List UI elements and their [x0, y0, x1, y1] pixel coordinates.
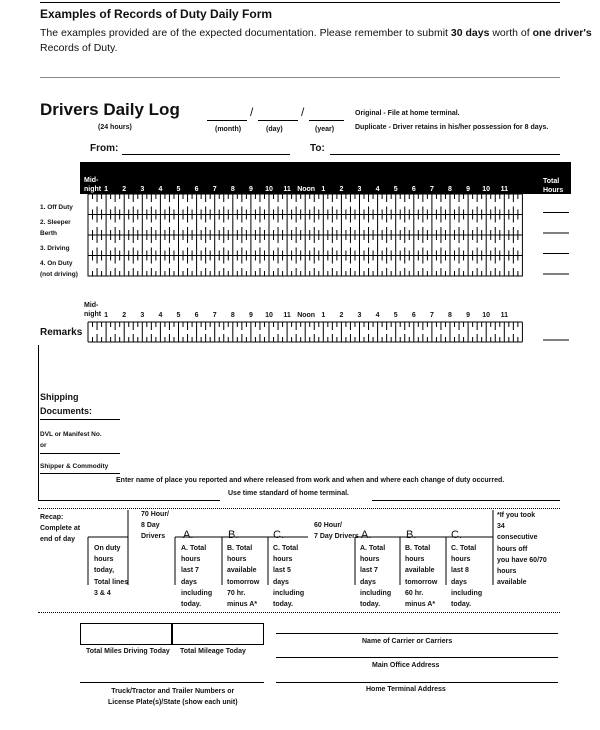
remarks-hour-label: 3	[357, 312, 362, 319]
remarks-hour-label: 1	[321, 312, 326, 319]
truck-2: License Plate(s)/State (show each unit)	[108, 699, 238, 706]
recap-col2	[94, 543, 128, 599]
shipping-title-1: Shipping	[40, 392, 79, 402]
recap-bottom-rule	[38, 612, 560, 613]
grid-hour-label: 3	[140, 186, 145, 193]
grid-hour-label: 5	[393, 186, 398, 193]
dvl-line	[40, 453, 120, 454]
grid-hour-label: 9	[466, 186, 471, 193]
shipping-title	[40, 390, 92, 418]
grid-hour-label: 11	[500, 186, 508, 193]
dvl-2: or	[40, 442, 47, 449]
recap-col2-1: hours	[94, 556, 114, 564]
recap-60-c-6: today.	[451, 601, 472, 609]
remarks-hour-label: 2	[339, 312, 344, 319]
recap-60-b-1: B. Total	[405, 545, 431, 552]
recap-70-a-5: including	[181, 589, 213, 597]
recap-60-b-3: available	[405, 567, 435, 575]
grid-hour-label: 7	[429, 186, 434, 193]
shipping-vertical-rule	[38, 345, 39, 500]
carrier-label: Name of Carrier or Carriers	[362, 638, 453, 645]
recap-60-c-5: including	[451, 589, 483, 597]
recap-note-0: *If you took	[497, 512, 536, 519]
recap-60-b-2: hours	[405, 556, 425, 564]
intro-pre: The examples provided are of the expected documentation. Please remember to submit	[40, 27, 451, 39]
remarks-hour-label: 5	[393, 312, 398, 319]
original-note: Original - File at home terminal.	[355, 110, 460, 117]
recap-col2-4: 3 & 4	[94, 589, 111, 597]
recap-34hour-note	[497, 510, 547, 588]
enter-note: Enter name of place you reported and where released from work and when and where each change of duty occurred.	[116, 477, 505, 484]
recap-60-a-6: today.	[360, 601, 381, 609]
recap-note-2: consecutive	[497, 534, 538, 542]
grid-hour-label: 1	[321, 186, 326, 193]
grid-total-2: Hours	[543, 187, 564, 194]
recap-70-0: 70 Hour/	[141, 511, 170, 518]
recap-70-b-2: hours	[227, 556, 247, 564]
shipper-label: Shipper & Commodity	[40, 463, 109, 470]
recap-60-a	[360, 543, 391, 610]
row-label-not-driving: (not driving)	[40, 271, 78, 278]
grid-hour-label: 10	[482, 186, 491, 193]
remarks-label: Remarks	[40, 327, 83, 338]
recap-70-b-letter: B.	[228, 529, 239, 541]
recap-60-b-letter: B.	[406, 529, 417, 541]
month-label: (month)	[215, 126, 242, 133]
remarks-hour-label: 6	[194, 312, 199, 319]
remarks-hour-label: 9	[466, 312, 471, 319]
grid-hour-label: 7	[212, 186, 217, 193]
recap-60-b-4: tomorrow	[405, 578, 438, 586]
recap-60-a-1: A. Total	[360, 545, 386, 552]
row-label-driving: 3. Driving	[40, 245, 70, 252]
remarks-hour-label: 4	[158, 312, 163, 319]
mileage-today-label: Total Mileage Today	[180, 648, 246, 655]
remarks-hour-label: 6	[411, 312, 416, 319]
recap-note-6: available	[497, 579, 527, 587]
recap-70-c-4: days	[273, 578, 289, 586]
truck-line	[80, 682, 264, 683]
grid-hour-label: 4	[375, 186, 380, 193]
home-terminal-label: Home Terminal Address	[366, 686, 446, 693]
grid-hour-label: 2	[122, 186, 127, 193]
recap-note-5: hours	[497, 568, 517, 576]
remarks-hour-label: 10	[482, 312, 491, 319]
remarks-hour-label: 1	[104, 312, 109, 319]
year-label: (year)	[315, 126, 335, 133]
grid-hour-label: 2	[339, 186, 344, 193]
grid-hour-label: 4	[158, 186, 163, 193]
remarks-hour-label: 8	[448, 312, 452, 319]
recap-70-a-1: A. Total	[181, 545, 207, 552]
recap-60-c-1: C. Total	[451, 545, 477, 552]
intro-mid: worth of	[489, 27, 533, 39]
remarks-hour-label: 2	[122, 312, 127, 319]
grid-hour-label: 8	[448, 186, 452, 193]
main-office-line	[276, 657, 558, 658]
recap-70-a-2: hours	[181, 556, 201, 564]
recap-60-b-5: 60 hr.	[405, 589, 424, 597]
remarks-hour-label: 8	[230, 312, 235, 319]
main-office-label: Main Office Address	[372, 662, 440, 669]
recap-col1-1: Complete at	[40, 525, 81, 533]
grid-hour-label: 11	[283, 186, 291, 193]
recap-70-c-6: today.	[273, 601, 294, 609]
row-label-off-duty: 1. Off Duty	[40, 204, 73, 211]
duplicate-note: Duplicate - Driver retains in his/her possession for 8 days.	[355, 124, 549, 131]
recap-60-0: 60 Hour/	[314, 522, 343, 529]
recap-col1-2: end of day	[40, 536, 76, 544]
mileage-today-box[interactable]	[172, 623, 264, 645]
intro-line2: Records of Duty.	[40, 42, 118, 54]
time-note: Use time standard of home terminal.	[228, 490, 349, 497]
recap-70-c-2: hours	[273, 556, 293, 564]
remarks-mid-1: Mid-	[84, 302, 99, 309]
intro-bold-days: 30 days	[450, 27, 490, 39]
recap-70-a-4: days	[181, 578, 197, 586]
day-label: (day)	[266, 126, 283, 133]
from-label: From:	[90, 143, 119, 154]
grid-hour-label: 1	[104, 186, 109, 193]
recap-70-2: Drivers	[141, 533, 166, 541]
remarks-hour-label: 5	[176, 312, 181, 319]
recap-70-c	[273, 543, 304, 610]
remarks-hour-label: 10	[265, 312, 273, 319]
recap-top-rule	[38, 508, 560, 509]
recap-70-a	[181, 543, 212, 610]
miles-driving-label: Total Miles Driving Today	[86, 648, 170, 655]
dvl-1: DVL or Manifest No.	[40, 431, 102, 438]
recap-60-b	[405, 543, 437, 610]
recap-60-a-5: including	[360, 589, 392, 597]
recap-60hour	[314, 520, 359, 542]
recap-60-c	[451, 543, 482, 610]
recap-70-b-4: tomorrow	[227, 578, 260, 586]
recap-note-1: 34	[497, 523, 505, 531]
recap-70-c-1: C. Total	[273, 545, 299, 552]
recap-note-3: hours off	[497, 545, 528, 553]
grid-hour-label: 3	[357, 186, 362, 193]
recap-70-b-1: B. Total	[227, 545, 253, 552]
remarks-hour-label: 7	[429, 312, 434, 319]
recap-60-1: 7 Day Drivers	[314, 533, 359, 541]
remarks-hour-label: Noon	[297, 312, 316, 319]
row-label-berth: Berth	[40, 230, 57, 237]
recap-col2-0: On duty	[94, 545, 121, 552]
recap-60-a-4: days	[360, 578, 376, 586]
recap-60-a-letter: A.	[361, 529, 372, 541]
recap-60-b-6: minus A*	[405, 601, 436, 609]
grid-total-1: Total	[543, 178, 560, 185]
date-sep-1: /	[250, 105, 254, 119]
recap-60-a-3: last 7	[360, 567, 378, 575]
recap-70-a-6: today.	[181, 601, 202, 609]
log-subtitle: (24 hours)	[98, 124, 132, 131]
recap-70hour	[141, 509, 169, 543]
recap-70-a-3: last 7	[181, 567, 199, 575]
recap-60-c-letter: C.	[451, 529, 462, 541]
recap-note-4: you have 60/70	[497, 556, 547, 564]
recap-70-b-5: 70 hr.	[227, 589, 246, 597]
grid-mid-1: Mid-	[84, 177, 99, 184]
shipping-title-line	[40, 419, 120, 420]
recap-60-c-3: last 8	[451, 567, 469, 575]
miles-driving-box[interactable]	[80, 623, 172, 645]
dvl-label	[40, 429, 102, 451]
recap-70-a-letter: A.	[183, 529, 194, 541]
truck-label	[108, 686, 238, 708]
recap-70-c-5: including	[273, 589, 305, 597]
note-right-line	[372, 500, 560, 501]
remarks-hour-label: 11	[283, 312, 291, 319]
grid-hour-label: Noon	[297, 186, 316, 193]
recap-70-c-letter: C.	[273, 529, 284, 541]
recap-70-b-3: available	[227, 567, 257, 575]
remarks-hour-label: 9	[248, 312, 253, 319]
row-label-on-duty: 4. On Duty	[40, 260, 73, 267]
recap-60-c-4: days	[451, 578, 467, 586]
recap-70-b-6: minus A*	[227, 601, 258, 609]
recap-col2-3: Total lines	[94, 578, 129, 586]
grid-hour-label: 6	[411, 186, 416, 193]
truck-1: Truck/Tractor and Trailer Numbers or	[111, 688, 235, 695]
recap-70-1: 8 Day	[141, 522, 160, 530]
shipping-title-2: Documents:	[40, 406, 93, 416]
intro-bold-driver: one driver's	[532, 27, 592, 39]
remarks-hour-label: 7	[212, 312, 217, 319]
remarks-hour-label: 3	[140, 312, 145, 319]
to-label: To:	[310, 143, 325, 154]
grid-hour-label: 6	[194, 186, 199, 193]
remarks-hour-label: 11	[500, 312, 508, 319]
page-title: Examples of Records of Duty Daily Form	[40, 7, 273, 21]
log-title: Drivers Daily Log	[40, 100, 180, 119]
recap-60-c-2: hours	[451, 556, 471, 564]
recap-70-b	[227, 543, 259, 610]
row-label-sleeper: 2. Sleeper	[40, 219, 71, 226]
note-left-line	[38, 500, 220, 501]
recap-60-a-2: hours	[360, 556, 380, 564]
recap-col1	[40, 512, 80, 546]
remarks-mid-2: night	[84, 311, 102, 318]
grid-hour-label: 9	[248, 186, 253, 193]
recap-70-c-3: last 5	[273, 567, 291, 575]
grid-mid-2: night	[84, 186, 102, 193]
grid-hour-label: 8	[230, 186, 235, 193]
home-terminal-line	[276, 682, 558, 683]
recap-col2-2: today,	[94, 567, 115, 575]
recap-col1-0: Recap:	[40, 514, 64, 521]
carrier-line	[276, 633, 558, 634]
grid-hour-label: 10	[265, 186, 273, 193]
shipper-line	[40, 473, 120, 474]
remarks-hour-label: 4	[375, 312, 380, 319]
grid-hour-label: 5	[176, 186, 181, 193]
date-sep-2: /	[301, 105, 305, 119]
